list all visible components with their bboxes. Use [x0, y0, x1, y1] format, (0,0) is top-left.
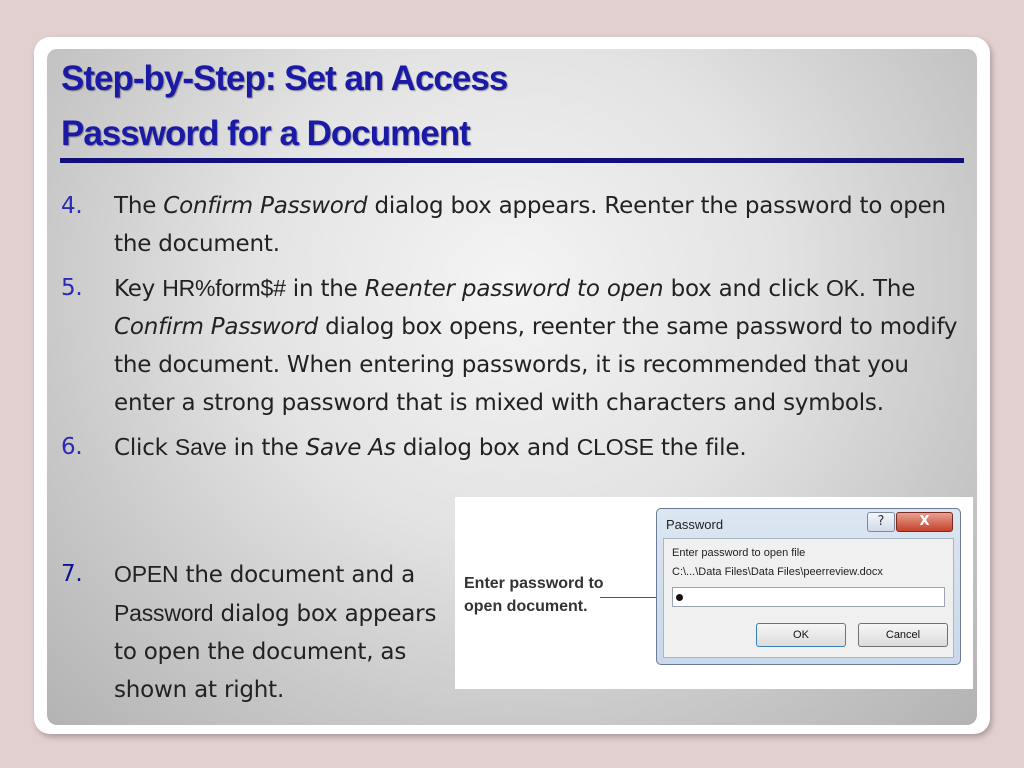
ok-button[interactable]: OK: [756, 623, 846, 647]
title-rule: [60, 158, 964, 163]
step-text: OPEN the document and a Password dialog box appears to open the document, as shown at right.: [114, 561, 437, 703]
title-line-2: Password for a Document: [61, 114, 470, 153]
close-icon[interactable]: X: [896, 512, 953, 532]
password-dialog: [656, 508, 961, 665]
step-text: The Confirm Password dialog box appears. Reenter the password to open the document.: [114, 193, 946, 257]
password-dialog-screenshot: [455, 497, 973, 689]
dialog-body: [663, 538, 954, 658]
password-input[interactable]: [672, 587, 945, 607]
step-list: [61, 187, 961, 473]
step-6: [61, 428, 961, 467]
callout-label: Enter password to open document.: [464, 575, 604, 615]
step-number: 6.: [61, 434, 83, 460]
callout-dot: [676, 594, 683, 601]
file-path: C:\...\Data Files\Data Files\peerreview.docx: [672, 566, 883, 578]
step-7: [61, 555, 461, 709]
step-4: [61, 187, 961, 263]
dialog-prompt: Enter password to open file: [672, 547, 806, 559]
step-5: [61, 269, 961, 422]
step-number: 4.: [61, 193, 83, 219]
step-text: Click Save in the Save As dialog box and CLOSE the file.: [114, 434, 747, 461]
cancel-button[interactable]: Cancel: [858, 623, 948, 647]
step-text: Key HR%form$# in the Reenter password to open box and click OK. The Confirm Password dialog box opens, reenter the same password to modify the document. When entering passwords, it is recommended that you enter a strong password that is mixed with characters and symbols.: [114, 275, 958, 416]
step-number: 5.: [61, 275, 83, 301]
help-icon[interactable]: ?: [867, 512, 895, 532]
slide-title: [61, 51, 861, 161]
password-keyword: HR%form$#: [162, 275, 286, 301]
step-number: 7.: [61, 561, 83, 587]
title-line-1: Step-by-Step: Set an Access: [61, 59, 508, 98]
dialog-title: Password: [666, 517, 724, 532]
